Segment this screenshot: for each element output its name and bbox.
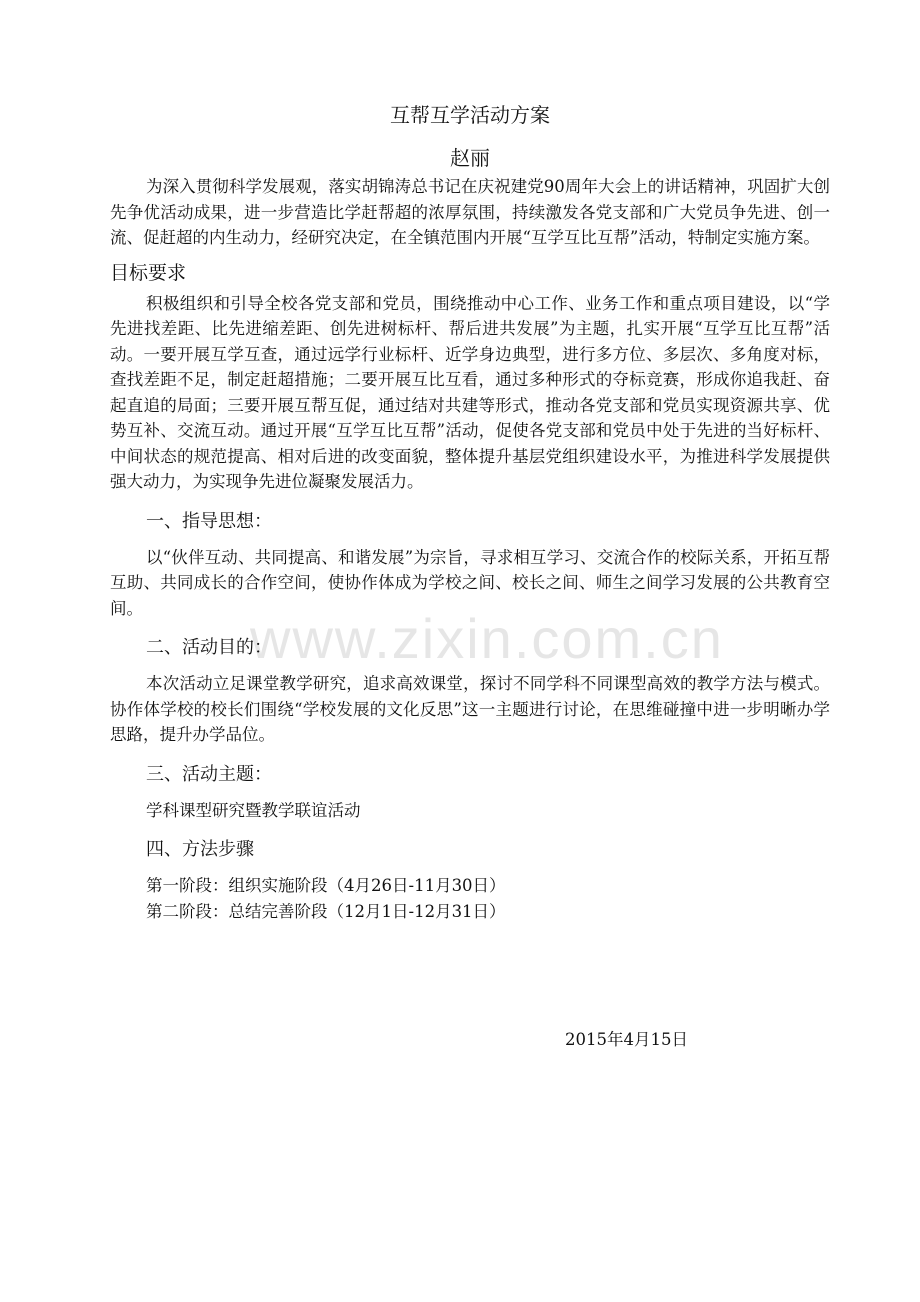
goal-heading: 目标要求 xyxy=(110,261,187,284)
step-2-line: 第二阶段：总结完善阶段（12月1日-12月31日） xyxy=(146,901,506,921)
document-date: 2015年4月15日 xyxy=(565,1030,688,1049)
section-3-heading: 三、活动主题： xyxy=(146,763,272,785)
intro-paragraph: 为深入贯彻科学发展观，落实胡锦涛总书记在庆祝建党90周年大会上的讲话精神，巩固扩大创先争优活动成果，进一步营造比学赶帮超的浓厚氛围，持续激发各党支部和广大党员争先进、创一流、促赶超的内生动力，经研究决定，在全镇范围内开展“互学互比互帮”活动，特制定实施方案。 xyxy=(110,177,830,247)
document-title: 互帮互学活动方案 xyxy=(390,103,550,127)
author-name: 赵丽 xyxy=(450,146,490,170)
watermark: www.zixin.com.cn xyxy=(250,607,724,670)
section-1-paragraph: 以“伙伴互动、共同提高、和谐发展”为宗旨，寻求相互学习、交流合作的校际关系，开拓互帮互助、共同成长的合作空间，使协作体成为学校之间、校长之间、师生之间学习发展的公共教育空间。 xyxy=(110,547,830,618)
step-1-line: 第一阶段：组织实施阶段（4月26日-11月30日） xyxy=(146,876,506,895)
section-2-paragraph: 本次活动立足课堂教学研究，追求高效课堂，探讨不同学科不同课型高效的教学方法与模式。协作体学校的校长们围绕“学校发展的文化反思”这一主题进行讨论，在思维碰撞中进一步明晰办学思路，提升办学品位。 xyxy=(110,674,830,744)
section-4-heading: 四、方法步骤 xyxy=(146,839,254,860)
section-2-heading: 二、活动目的： xyxy=(146,637,272,658)
document-body xyxy=(110,98,830,924)
section-1-heading: 一、指导思想： xyxy=(146,510,272,532)
goal-paragraph: 积极组织和引导全校各党支部和党员，围绕推动中心工作、业务工作和重点项目建设，以“学先进找差距、比先进缩差距、创先进树标杆、帮后进共发展”为主题，扎实开展“互学互比互帮”活动。一要开展互学互查，通过远学行业标杆、近学身边典型，进行多方位、多层次、多角度对标，查找差距不足，制定赶超措施；二要开展互比互看，通过多种形式的夺标竞赛，形成你追我赶、奋起直追的局面；三要开展互帮互促，通过结对共建等形式，推动各党支部和党员实现资源共享、优势互补、交流互动。通过开展“互学互比互帮”活动，促使各党支部和党员中处于先进的当好标杆、中间状态的规范提高、相对后进的改变面貌，整体提升基层党组织建设水平，为推进科学发展提供强大动力，为实现争先进位凝聚发展活力。 xyxy=(110,293,830,491)
section-3-text: 学科课型研究暨教学联谊活动 xyxy=(146,800,361,820)
